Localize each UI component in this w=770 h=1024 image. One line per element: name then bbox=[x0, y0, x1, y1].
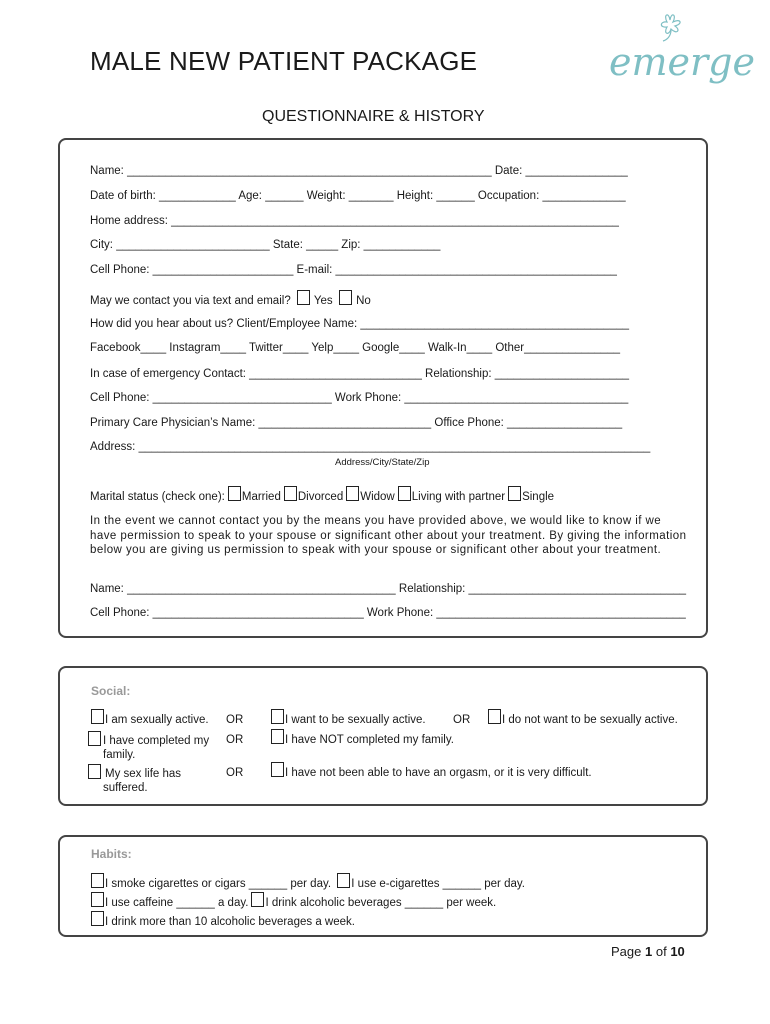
habits-row2 bbox=[88, 892, 496, 909]
social-row1-col1 bbox=[88, 709, 209, 726]
divorced-checkbox[interactable] bbox=[284, 486, 297, 501]
emerge-logo bbox=[605, 10, 760, 105]
single-checkbox[interactable] bbox=[508, 486, 521, 501]
ecig-label: I use e-cigarettes ______ per day. bbox=[351, 878, 525, 890]
sex-life-suffered-label: My sex life has suffered. bbox=[103, 768, 182, 794]
name-date-field[interactable]: Name: _________________________________________________________ Date: ________________ bbox=[90, 165, 628, 177]
spouse-name-field[interactable]: Name: __________________________________________ Relationship: __________________________________ bbox=[90, 583, 687, 595]
contact-yes-label: Yes bbox=[313, 295, 333, 307]
social-row2-col2 bbox=[268, 729, 454, 746]
dob-age-weight-field[interactable]: Date of birth: ____________ Age: ______ Weight: _______ Height: ______ Occupation: _____________ bbox=[90, 190, 626, 202]
emergency-phone-field[interactable]: Cell Phone: ____________________________ Work Phone: ___________________________________ bbox=[90, 392, 629, 404]
completed-family-checkbox[interactable] bbox=[88, 731, 101, 746]
orgasm-difficulty-label: I have not been able to have an orgasm, or it is very difficult. bbox=[285, 767, 592, 779]
alcohol-more-label: I drink more than 10 alcoholic beverages a week. bbox=[105, 916, 355, 928]
page-title: MALE NEW PATIENT PACKAGE bbox=[90, 46, 478, 76]
page-subtitle: QUESTIONNAIRE & HISTORY bbox=[262, 108, 485, 125]
contact-question: May we contact you via text and email? bbox=[90, 295, 291, 307]
current-page: 1 bbox=[645, 944, 653, 959]
contact-permission-row bbox=[90, 290, 371, 307]
habits-label: Habits: bbox=[91, 847, 132, 861]
or-label: OR bbox=[226, 767, 244, 779]
married-label: Married bbox=[241, 491, 281, 503]
or-label: OR bbox=[226, 714, 244, 726]
habits-row3 bbox=[88, 911, 355, 928]
living-with-partner-checkbox[interactable] bbox=[398, 486, 411, 501]
alcohol-checkbox[interactable] bbox=[251, 892, 264, 907]
completed-family-label: I have completed my family. bbox=[103, 735, 210, 761]
page-prefix: Page bbox=[611, 944, 642, 959]
logo-text: emerge bbox=[609, 40, 755, 84]
not-completed-family-checkbox[interactable] bbox=[271, 729, 284, 744]
social-row1-col2 bbox=[268, 709, 426, 726]
sexually-active-label: I am sexually active. bbox=[105, 714, 209, 726]
caffeine-label: I use caffeine ______ a day. bbox=[105, 897, 249, 909]
emergency-contact-field[interactable]: In case of emergency Contact: ___________________________ Relationship: _____________________ bbox=[90, 368, 630, 380]
spouse-phone-field[interactable]: Cell Phone: _________________________________ Work Phone: _______________________________________ bbox=[90, 607, 686, 619]
alcohol-label: I drink alcoholic beverages ______ per week. bbox=[265, 897, 497, 909]
married-checkbox[interactable] bbox=[228, 486, 241, 501]
contact-no-label: No bbox=[356, 295, 371, 307]
widow-label: Widow bbox=[360, 491, 395, 503]
divorced-label: Divorced bbox=[297, 491, 344, 503]
patient-info-box bbox=[58, 138, 708, 638]
smoke-label: I smoke cigarettes or cigars ______ per day. bbox=[105, 878, 332, 890]
city-state-zip-field[interactable]: City: ________________________ State: _____ Zip: ____________ bbox=[90, 239, 441, 251]
referral-source-field[interactable]: Facebook____ Instagram____ Twitter____ Yelp____ Google____ Walk-In____ Other_______________ bbox=[90, 342, 621, 354]
not-want-sexually-active-label: I do not want to be sexually active. bbox=[502, 714, 678, 726]
living-with-partner-label: Living with partner bbox=[411, 491, 506, 503]
smoke-checkbox[interactable] bbox=[91, 873, 104, 888]
social-row1-col3 bbox=[485, 709, 678, 726]
total-pages: 10 bbox=[670, 944, 685, 959]
alcohol-more-checkbox[interactable] bbox=[91, 911, 104, 926]
page-of: of bbox=[655, 944, 667, 959]
pcp-field[interactable]: Primary Care Physician’s Name: ___________________________ Office Phone: __________________ bbox=[90, 417, 623, 429]
sexually-active-checkbox[interactable] bbox=[91, 709, 104, 724]
permission-paragraph: In the event we cannot contact you by the means you have provided above, we would like to know if we have permission to speak to your spouse or significant other about your treatment. By giving the information below you are giving us permission to speak with your spouse or significant other about your treatment. bbox=[90, 515, 687, 556]
address-hint: Address/City/State/Zip bbox=[335, 457, 430, 468]
page-number bbox=[611, 944, 685, 959]
marital-status-row bbox=[90, 486, 554, 503]
contact-no-checkbox[interactable] bbox=[339, 290, 352, 305]
sex-life-suffered-checkbox[interactable] bbox=[88, 764, 101, 779]
widow-checkbox[interactable] bbox=[346, 486, 359, 501]
pcp-address-field[interactable]: Address: ________________________________________________________________________________ bbox=[90, 441, 651, 453]
social-row3-col2 bbox=[268, 762, 592, 779]
social-label: Social: bbox=[91, 684, 131, 698]
or-label: OR bbox=[453, 714, 471, 726]
cell-email-field[interactable]: Cell Phone: ______________________ E-mail: ____________________________________________ bbox=[90, 264, 617, 276]
contact-yes-checkbox[interactable] bbox=[297, 290, 310, 305]
single-label: Single bbox=[522, 491, 555, 503]
want-sexually-active-label: I want to be sexually active. bbox=[285, 714, 426, 726]
caffeine-checkbox[interactable] bbox=[91, 892, 104, 907]
referral-name-field[interactable]: How did you hear about us? Client/Employee Name: __________________________________________ bbox=[90, 318, 630, 330]
not-want-sexually-active-checkbox[interactable] bbox=[488, 709, 501, 724]
not-completed-family-label: I have NOT completed my family. bbox=[285, 734, 454, 746]
orgasm-difficulty-checkbox[interactable] bbox=[271, 762, 284, 777]
marital-label: Marital status (check one): bbox=[90, 491, 225, 503]
want-sexually-active-checkbox[interactable] bbox=[271, 709, 284, 724]
home-address-field[interactable]: Home address: ______________________________________________________________________ bbox=[90, 215, 619, 227]
habits-row1 bbox=[88, 873, 525, 890]
ecig-checkbox[interactable] bbox=[337, 873, 350, 888]
or-label: OR bbox=[226, 734, 244, 746]
